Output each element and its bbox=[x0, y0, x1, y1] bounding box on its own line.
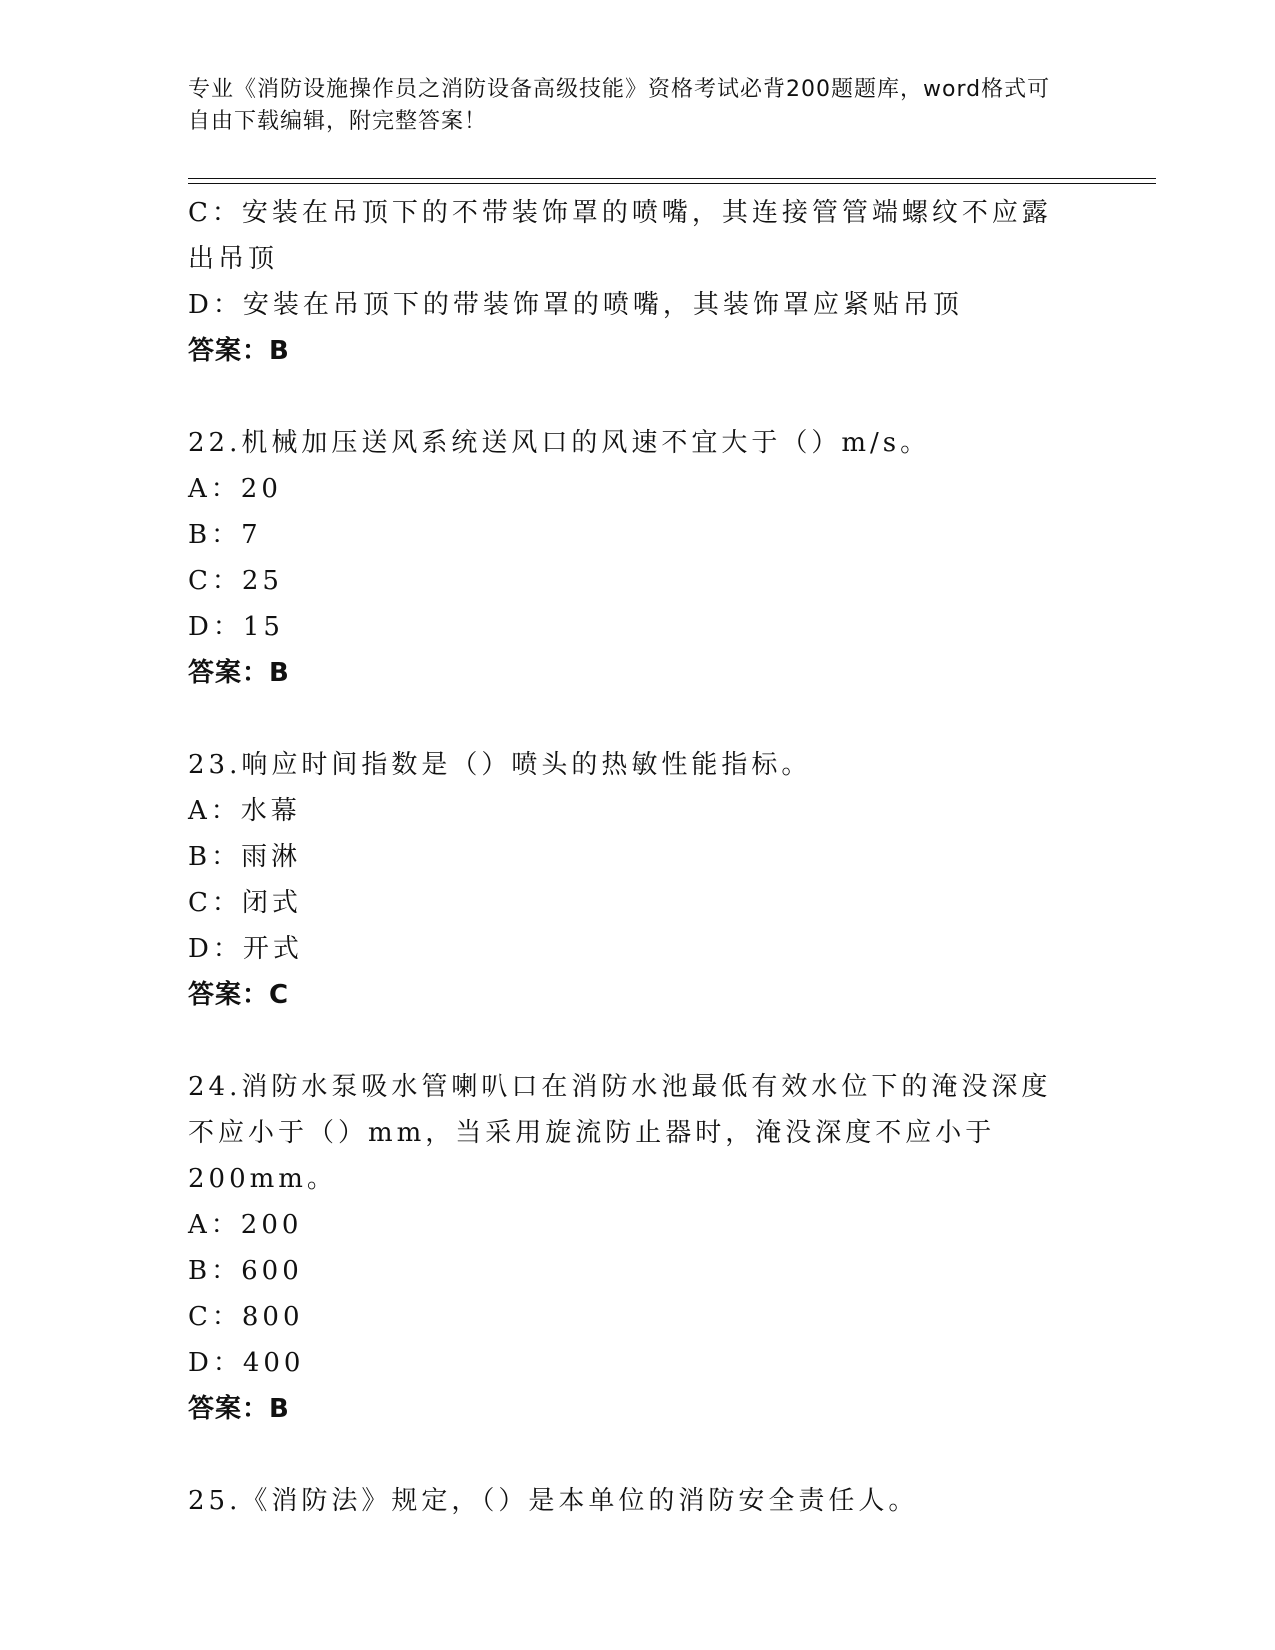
answer: 答案：B bbox=[188, 1394, 290, 1424]
option-d: D：400 bbox=[188, 1348, 305, 1378]
document-body bbox=[188, 190, 1088, 1524]
option-b: B：7 bbox=[188, 520, 262, 550]
option-c: C：闭式 bbox=[188, 888, 302, 918]
option-b: B：600 bbox=[188, 1256, 303, 1286]
option-c: C：25 bbox=[188, 566, 283, 596]
option-a: A：水幕 bbox=[188, 796, 301, 826]
option-a: A：200 bbox=[188, 1210, 303, 1240]
document-header: 专业《消防设施操作员之消防设备高级技能》资格考试必背200题题库，word格式可自由下载编辑，附完整答案！ bbox=[188, 77, 1051, 134]
question-23: 23.响应时间指数是（）喷头的热敏性能指标。 bbox=[188, 750, 812, 780]
answer: 答案：B bbox=[188, 336, 290, 366]
answer: 答案：C bbox=[188, 980, 290, 1010]
answer: 答案：B bbox=[188, 658, 290, 688]
option-d: D：15 bbox=[188, 612, 284, 642]
option-d: D：开式 bbox=[188, 934, 303, 964]
question-22: 22.机械加压送风系统送风口的风速不宜大于（）m/s。 bbox=[188, 428, 931, 458]
header-divider-top bbox=[188, 178, 1156, 179]
option-a: A：20 bbox=[188, 474, 282, 504]
option-c: C：安装在吊顶下的不带装饰罩的喷嘴，其连接管管端螺纹不应露出吊顶 bbox=[188, 198, 1052, 274]
question-25: 25.《消防法》规定，（）是本单位的消防安全责任人。 bbox=[188, 1486, 919, 1516]
option-c: C：800 bbox=[188, 1302, 304, 1332]
option-b: B：雨淋 bbox=[188, 842, 302, 872]
option-d: D：安装在吊顶下的带装饰罩的喷嘴，其装饰罩应紧贴吊顶 bbox=[188, 290, 963, 320]
question-24: 24.消防水泵吸水管喇叭口在消防水池最低有效水位下的淹没深度不应小于（）mm，当采用旋流防止器时，淹没深度不应小于200mm。 bbox=[188, 1072, 1052, 1194]
header-divider-bottom bbox=[188, 183, 1156, 184]
